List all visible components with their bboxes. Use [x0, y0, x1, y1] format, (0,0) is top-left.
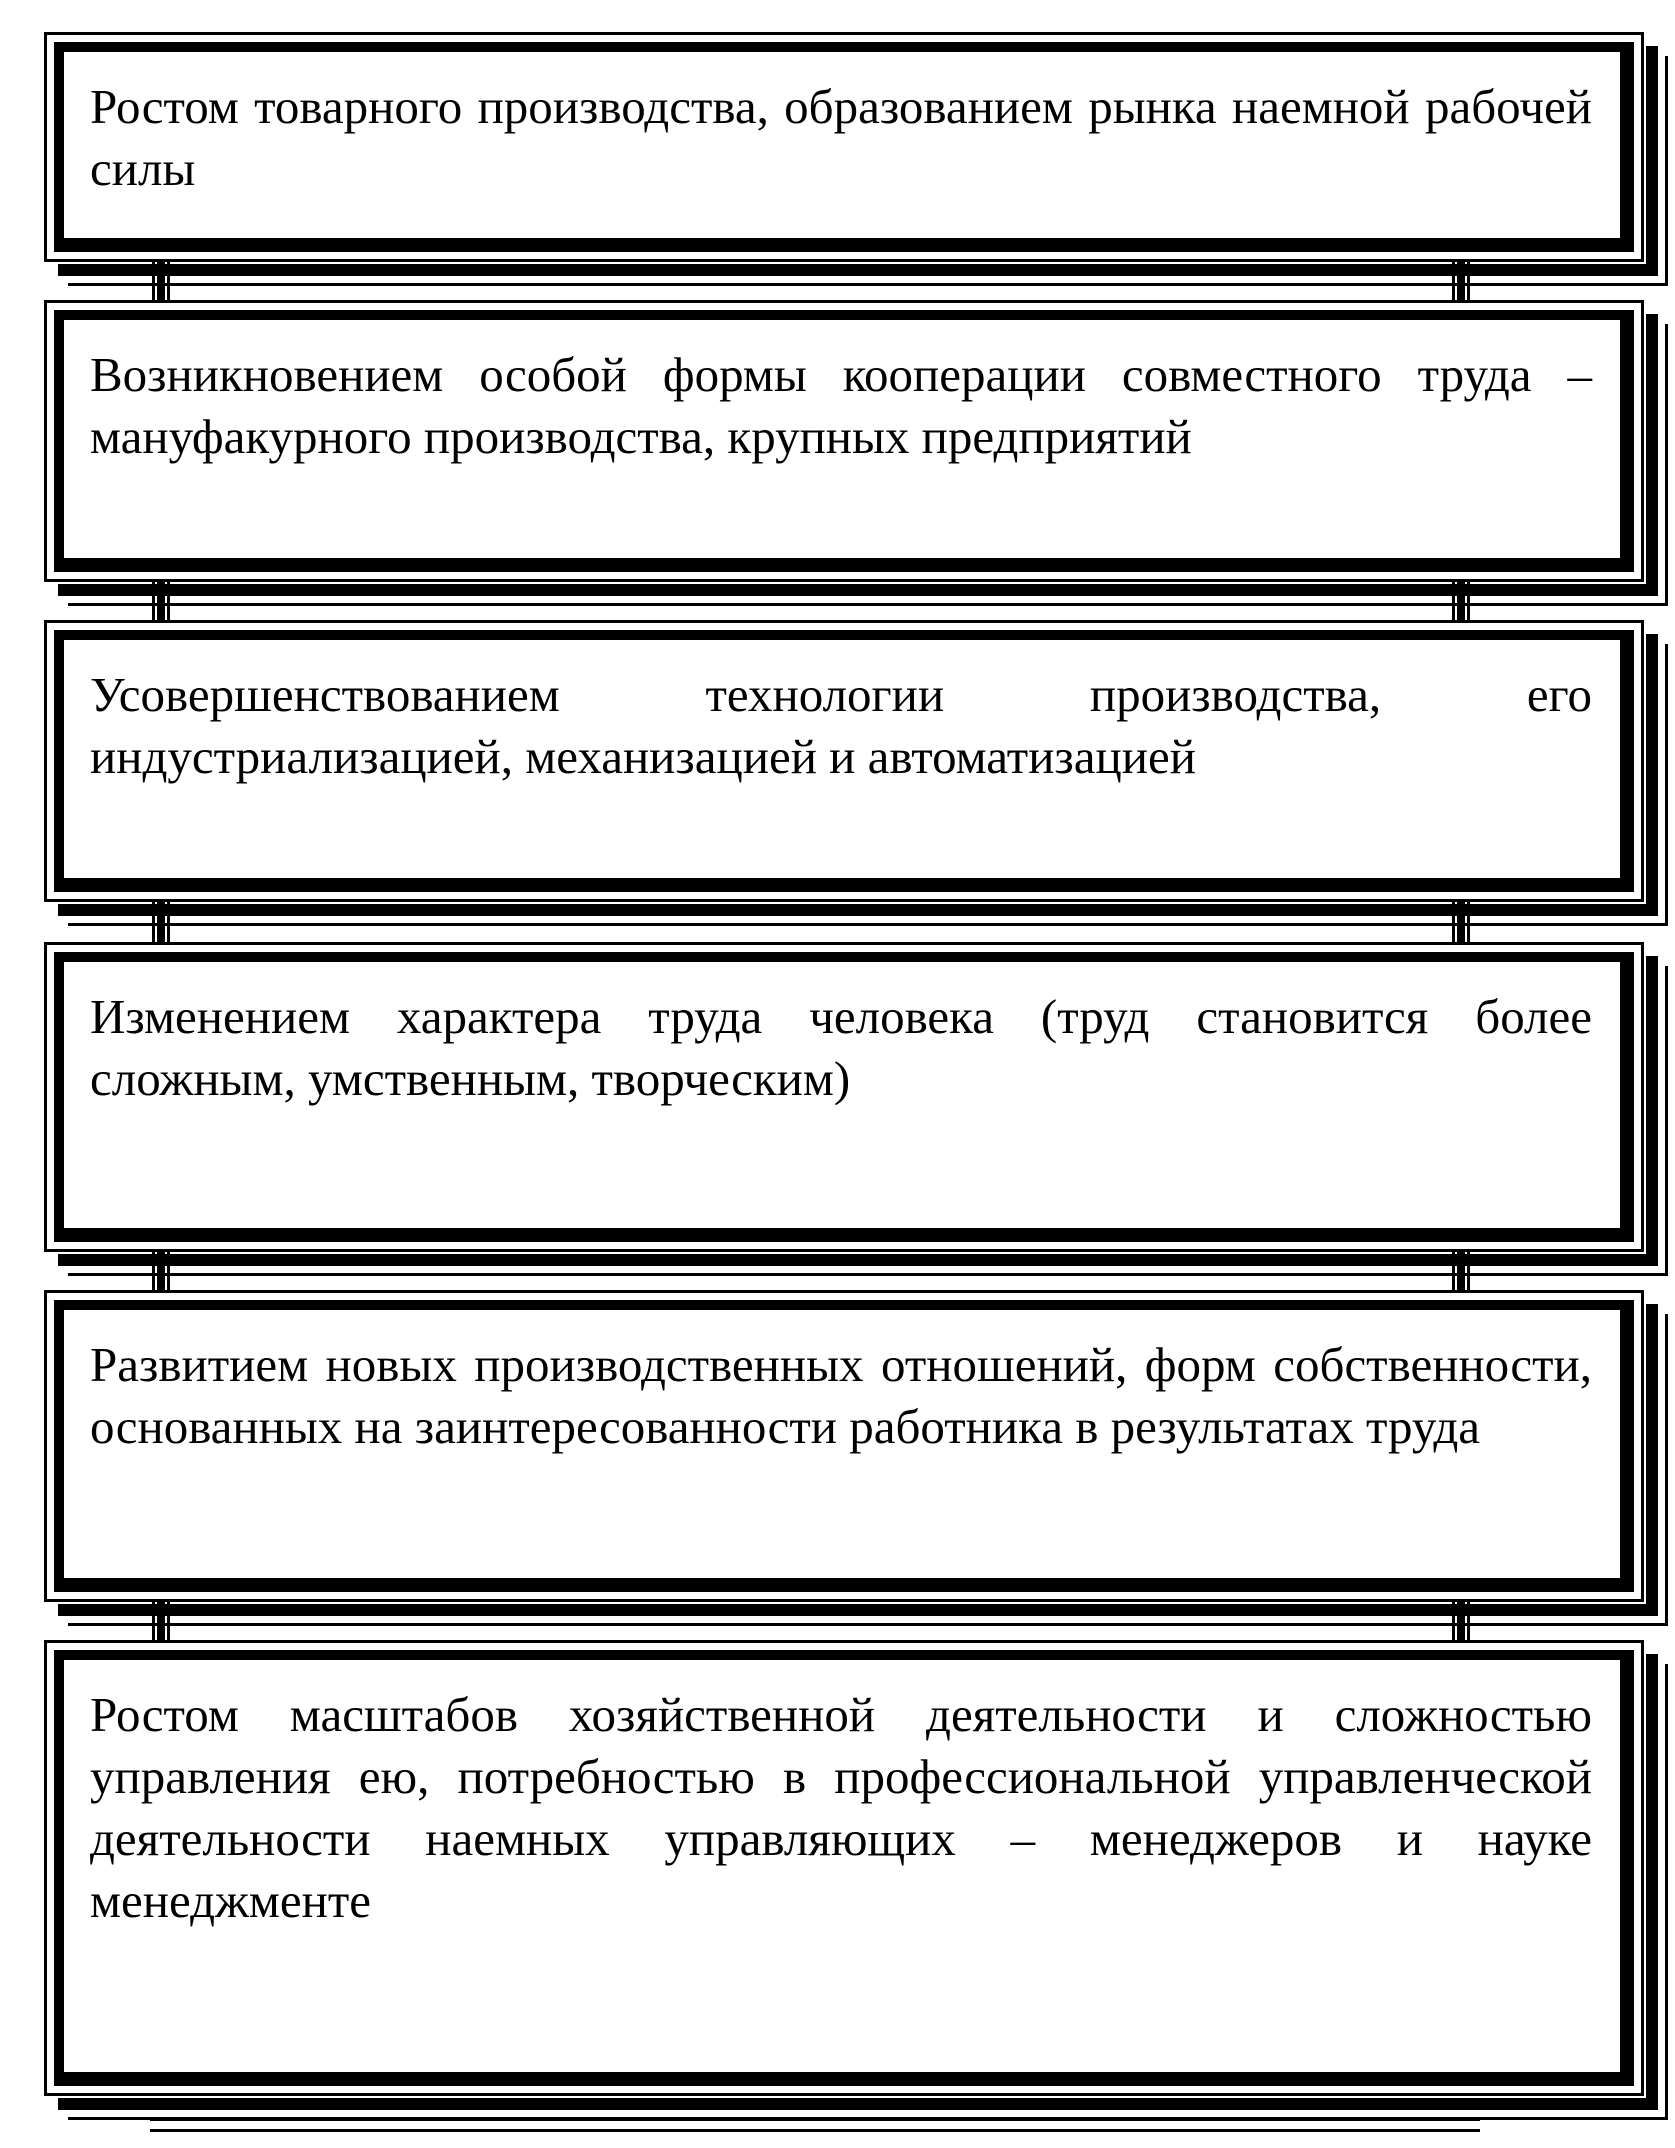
box-body [54, 1650, 1634, 2086]
box-body [54, 310, 1634, 572]
box-body [54, 1300, 1634, 1592]
box-text: Ростом масштабов хозяйственной деятельности и сложностью управления ею, потребностью в профессиональной управленческой деятельности наемных управляющих – менеджеров и науке менеджменте [90, 1687, 1592, 1928]
box-text: Развитием новых производственных отношений, форм собственности, основанных на заинтересованности работника в результатах труда [90, 1337, 1592, 1454]
box-body [54, 952, 1634, 1242]
box-text: Ростом товарного производства, образованием рынка наемной рабочей силы [90, 79, 1592, 196]
flow-box-1 [44, 32, 1644, 262]
box-text: Усовершенствованием технологии производства, его индустриализацией, механизацией и автоматизацией [90, 667, 1592, 784]
box-body [54, 42, 1634, 252]
flow-box-6 [44, 1640, 1644, 2096]
box-body [54, 630, 1634, 892]
flow-box-5 [44, 1290, 1644, 1602]
box-text: Изменением характера труда человека (труд становится более сложным, умственным, творческим) [90, 989, 1592, 1106]
box-text: Возникновением особой формы кооперации совместного труда – мануфакурного производства, крупных предприятий [90, 347, 1592, 464]
bottom-rule [150, 2118, 1480, 2132]
flow-box-2 [44, 300, 1644, 582]
flow-box-4 [44, 942, 1644, 1252]
flow-box-3 [44, 620, 1644, 902]
